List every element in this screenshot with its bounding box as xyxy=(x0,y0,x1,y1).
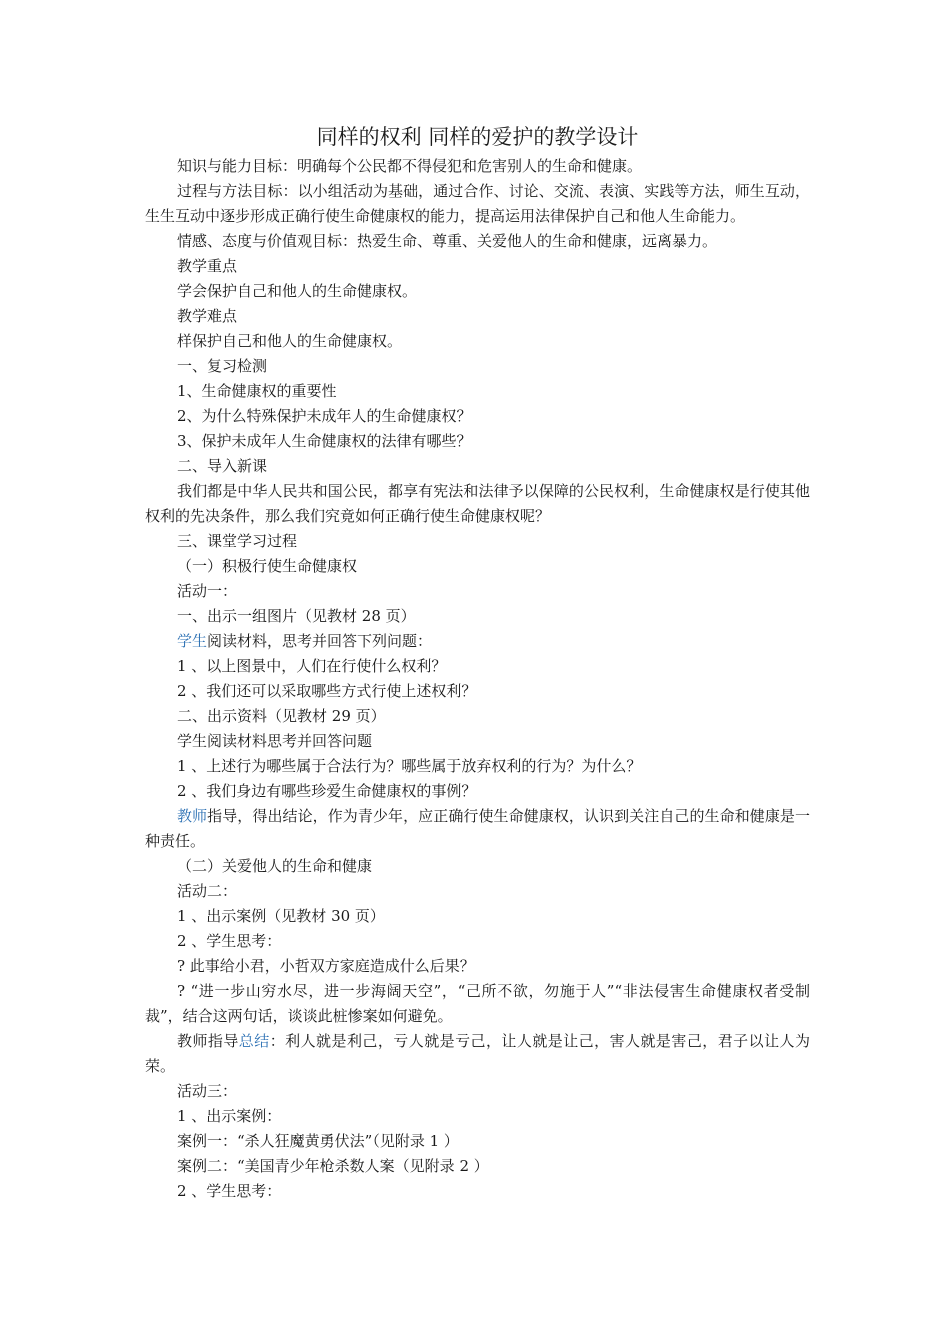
paragraph-17 xyxy=(145,629,810,654)
paragraph-14: （一）积极行使生命健康权 xyxy=(177,557,358,575)
paragraph-19: 2 、我们还可以采取哪些方式行使上述权利？ xyxy=(177,682,477,700)
paragraph-21: 学生阅读材料思考并回答问题 xyxy=(177,732,373,750)
paragraph-8: 1、生命健康权的重要性 xyxy=(177,382,337,400)
paragraph-18: 1 、以上图景中，人们在行使什么权利？ xyxy=(177,657,447,675)
inline-link[interactable]: 教师 xyxy=(177,807,208,825)
paragraph-34: 案例一：“杀人狂魔黄勇伏法”（见附录 1 ） xyxy=(177,1132,459,1150)
paragraph-22: 1 、上述行为哪些属于合法行为？哪些属于放弃权利的行为？为什么？ xyxy=(177,757,642,775)
paragraph-20: 二、出示资料（见教材 29 页） xyxy=(177,707,386,725)
paragraph-1: 过程与方法目标：以小组活动为基础，通过合作、讨论、交流、表演、实践等方法，师生互动，生生互动中逐步形成正确行使生命健康权的能力，提高运用法律保护自己和他人生命能力。 xyxy=(145,182,810,225)
paragraph-23: 2 、我们身边有哪些珍爱生命健康权的事例？ xyxy=(177,782,477,800)
paragraph-text: 阅读材料，思考并回答下列问题： xyxy=(207,632,433,650)
inline-link[interactable]: 学生 xyxy=(177,632,208,650)
inline-link[interactable]: 总结 xyxy=(238,1032,270,1050)
paragraph-32: 活动三： xyxy=(177,1082,238,1100)
paragraph-text: 指导，得出结论，作为青少年，应正确行使生命健康权，认识到关注自己的生命和健康是一种责任。 xyxy=(145,807,810,850)
paragraph-9: 2、为什么特殊保护未成年人的生命健康权？ xyxy=(177,407,472,425)
paragraph-11: 二、导入新课 xyxy=(177,457,268,475)
paragraph-5: 教学难点 xyxy=(177,307,238,325)
document-title: 同样的权利 同样的爱护的教学设计 xyxy=(316,125,639,149)
paragraph-text: 教师指导 xyxy=(177,1032,239,1050)
paragraph-31 xyxy=(145,1029,810,1079)
document-page xyxy=(145,122,810,1204)
paragraph-16: 一、出示一组图片（见教材 28 页） xyxy=(177,607,416,625)
paragraph-10: 3、保护未成年人生命健康权的法律有哪些？ xyxy=(177,432,472,450)
paragraph-13: 三、课堂学习过程 xyxy=(177,532,298,550)
paragraph-7: 一、复习检测 xyxy=(177,357,268,375)
paragraph-12: 我们都是中华人民共和国公民，都享有宪法和法律予以保障的公民权利，生命健康权是行使其他权利的先决条件，那么我们究竟如何正确行使生命健康权呢？ xyxy=(145,482,810,525)
paragraph-4: 学会保护自己和他人的生命健康权。 xyxy=(177,282,418,300)
paragraph-27: 1 、出示案例（见教材 30 页） xyxy=(177,907,385,925)
paragraph-0: 知识与能力目标：明确每个公民都不得侵犯和危害别人的生命和健康。 xyxy=(177,157,643,175)
paragraph-29: ? 此事给小君，小哲双方家庭造成什么后果？ xyxy=(177,957,475,975)
paragraph-6: 样保护自己和他人的生命健康权。 xyxy=(177,332,403,350)
paragraph-33: 1 、出示案例： xyxy=(177,1107,282,1125)
document-body xyxy=(145,154,810,1204)
paragraph-15: 活动一： xyxy=(177,582,238,600)
paragraph-35: 案例二：“美国青少年枪杀数人案（见附录 2 ） xyxy=(177,1157,489,1175)
paragraph-26: 活动二： xyxy=(177,882,238,900)
paragraph-30: ? “进一步山穷水尽，进一步海阔天空”，“己所不欲，勿施于人”“非法侵害生命健康权者受制裁”，结合这两句话，谈谈此桩惨案如何避免。 xyxy=(145,982,810,1025)
paragraph-3: 教学重点 xyxy=(177,257,238,275)
paragraph-25: （二）关爱他人的生命和健康 xyxy=(177,857,373,875)
paragraph-24 xyxy=(145,804,810,854)
paragraph-36: 2 、学生思考： xyxy=(177,1182,282,1200)
paragraph-text: ：利人就是利己，亏人就是亏己，让人就是让己，害人就是害己，君子以让人为荣。 xyxy=(145,1032,810,1075)
paragraph-28: 2 、学生思考： xyxy=(177,932,282,950)
paragraph-2: 情感、态度与价值观目标：热爱生命、尊重、关爱他人的生命和健康，远离暴力。 xyxy=(177,232,718,250)
